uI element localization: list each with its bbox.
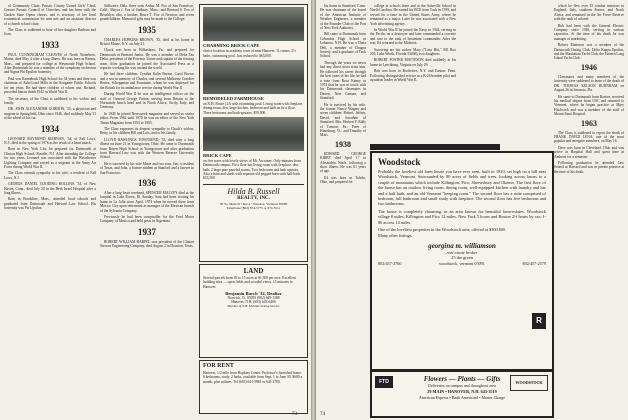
text-block: his home in Stamford, Conn. He was chairman of the board of the American Institute of Weather Engineers, a member of the Founder Club of the Port of New York Authority. (320, 4, 366, 31)
ad-body-3: One of the loveliest properties in the Woodstock area; offered at $300,000. (378, 227, 507, 233)
house-photo (203, 7, 304, 41)
ad-text: Hanover, 1/2 mile from Hopkins Center. Professor's furnished home, 6 bedrooms, study, 2 baths, available from Sept. 1 to June 30. $600 a month, plus utilities. Tel (603) 643-5983 or 643-2700. (203, 371, 302, 384)
shop-logo: WOODSTOCK (510, 375, 548, 391)
text-block: college at schools there and at the Asheville School in North Carolina. He earned his BCE from Tuck in 1939, and served for a time in the United States Army, where he remained as a major. Later he was associated with a New York advertising agency. (370, 4, 456, 26)
text-block: In World War II he joined the Navy in 1942, serving in the Pacific on a destroyer and later commanded a corvette and rose to the rank of lieutenant commander. After the war, Ed returned to the Midwest. (370, 28, 456, 46)
text-block: Surviving are his widow Mary ("Lino Hitt," Fill Box 205, Lake Worth, Florida 33460); two daughters. (370, 47, 456, 57)
class-year-heading: 1933 (41, 39, 59, 50)
ad-cards: American Express • Bank Americard • Master Charge (418, 395, 506, 400)
agent-town: woodstock, vermont 05091 (439, 260, 485, 266)
ad-address: 29 MAIN • HANOVER, N.H. 643-3519 (427, 389, 497, 394)
obituary-column-2 (100, 4, 194, 418)
for-rent-ad (199, 360, 308, 414)
text-block: In 1949 he joined Newsweek magazine and served as senior editor. From 1962 until 1970 he was an editor of the New York Times Magazine from 1955 to 1965. (100, 111, 194, 125)
text-block: Previously he had been comptroller for the Ford Motor Company of Mexico and held posts in Argentina. (100, 215, 194, 224)
class-year-heading: 1938 (335, 139, 351, 149)
text-block: CHARLES HOPKINS BROWN, '35, died at his home in Bristol Maine, N.Y. on July 21. (100, 37, 194, 47)
realtor-subtitle: REALTY, INC. (237, 195, 270, 201)
text-block: Robert Matteson was a member of the Dartmouth Outing Club, Delta Kappa Epsilon, and the Manhattan Yacht Club, the Eastern Long Island Yacht Club. (554, 43, 624, 61)
florist-ad (370, 370, 554, 418)
text-block: ROBERT WILLIAM HARPEL was president of the Clinton Stewart Engineering Company, died August 2 in Houston, Texas. (100, 239, 194, 249)
broker-name: Benjamin Burch '32, Realtor (225, 290, 282, 296)
left-page (0, 0, 311, 420)
text-block: After a long heart weekend, SPENCER MALVEY died at the hospital in Lake Forest, Ill. Sunday. Sara had been visiting his home in La Jolla since April, 1974 when he moved there from Mexico City upon retirement as manager of the Mexican branch of the Sylvania Company. (100, 191, 194, 213)
text-block: Bill came to Dartmouth from Columbia High School in Lebanon, N.H. He was a Theta Delt, a member of Dragon Society, and a graduate of Tuck School. (320, 32, 366, 59)
realtor-logo-icon: R (532, 313, 546, 329)
realtor-signature-block (203, 184, 304, 210)
agent-contact-row (378, 261, 546, 266)
class-year-heading: 1934 (41, 123, 59, 134)
text-block: He came to Dartmouth from Boston, received his medical degree from USC and returned to Vermont, where he began practice at Mary Hitchcock and was a member of the staff of Mount Sinai Hospital. (554, 94, 624, 117)
ad-subtitle: Deliveries on campus and throughout area (428, 383, 496, 388)
real-estate-ad-russell (199, 4, 308, 262)
ad-heading: FOR RENT (203, 363, 234, 369)
page-number: 73 (292, 412, 297, 417)
ad-text: on N.H. Route 12A with swimming pool. Living room with fireplace, dining room, den, large kitchen, bedroom and bath on first floor. Three bedrooms and bath upstairs. $59,000. (203, 102, 304, 115)
ad-title: Woodstock (378, 157, 421, 167)
agent-address: 25 the green (451, 254, 473, 260)
text-block: Paul was Kenneback High School for 34 years and then was chairman of Aubt-Lond Mills in the Songanie Public Schools for ten years. He had three children of whom one, Richard, preceded him in death 1942 in World War II. (4, 76, 96, 95)
realtor-address: 58 So. Main St • Rte 4 • Windsor, Vermont 05089 (219, 201, 288, 206)
agent-name: georgina m. williamson (428, 241, 496, 250)
text-block: Born in Brookline, Mass., attended local schools and graduated from Dartmouth and Harvard Law School. His fraternity was Psi Upsilon. (4, 197, 96, 211)
broker-address: Norwich, Vt. 05055 (802) 649-1388 (227, 295, 280, 300)
text-block: DR. JOHN ALEXANDER GORDON, '33, a physician and surgeon in Springfield, Ohio since 1946, died suddenly May 31 at the wheel of his car. (4, 107, 96, 121)
text-block: PAUL CUNNINGHAM CLEAVES of North Waterboro, Maine, died May 4 after a long illness. He was born in Reams, Mass., and prepared for college at Weymouth High School. After Dartmouth he was a member of the symphony orchestras and Sigma Phi Epsilon fraternity. (4, 52, 96, 75)
obituary-column-4 (370, 4, 456, 142)
broker-subtitle: Member of N.H. Multiple Listing Service (227, 303, 280, 308)
ad-heading: CHARMING BRICK CAPE (203, 43, 260, 48)
realtor-logo-signature: Hilda B. Russell (227, 186, 280, 196)
text-block: LEONARD RAYMOND KIERNAN, '34, of Fall Lows, N.J., died in the spring of 1976 as the result of a heart attack. (4, 136, 96, 145)
ad-heading: BRICK CAPE (203, 152, 232, 158)
agent-phone: 802/457-2760 (378, 260, 402, 266)
text-block: The Class is saddened to hear of her daughter Barbara and Joan. (4, 28, 96, 37)
ad-heading: LAND (243, 267, 264, 275)
ftd-badge-icon: FTD (375, 376, 393, 388)
broker-address-2: Hanover, N.H. (603) 643-6406 (231, 299, 276, 304)
text-block: GEORGE DANIEL GOODING ROLLINS, '34, of New Haven, Conn., died July 20 in the Beth Israel Hospital after a long illness. (4, 182, 96, 195)
text-block: Classmates and many members of the fraternity were saddened to learn of the death of DR. THOMAS KELSON BURNHAM on August 26 in Sarasota, Fla. (554, 74, 624, 93)
obituary-column-1 (4, 4, 96, 418)
obituary-column-3 (320, 4, 366, 418)
text-block: EDWARD GEORGE KIRBY died April 17 in Alesandria, Wash., following a short illness. He was 61 years of age. (320, 151, 366, 174)
realtor-phone: Telephone (802) 674-5775 or 674-5511 (226, 205, 281, 210)
text-block: Stillwater, Okla. three sons Arthur M. Fox of San Francisco, Calif.; Mayor J. Fox of Sudbury, Mass.; and Bernard S. Fox of Brooklyn; also, a brother, Bruce T. Fox of Newton; and seven grandchildren. Memorial gifts may be made to the College. (100, 4, 194, 22)
woodstock-real-estate-ad (370, 151, 554, 371)
ad-title: Flowers — Plants — Gifts (423, 375, 501, 383)
ad-more-listings: Many other listings. (378, 233, 413, 239)
text-block: The Class expresses its deepest sympathy to Chuck's widow, Betty, to his children Bill and Lois, and to his family. (100, 126, 194, 136)
text-block: He is survived by his wife, the former Nancy Wagner and seven children: Robert, Jeffrey, David, and Jonathan of Stamford; Mrs. Herbert F. Eddy of Trenton, Pa.; Peter of Hinesburg, Vt.; and Timothy of Mass. (320, 102, 366, 138)
text-block: During World War II he was an intelligence officer on the staff of General George Patton, serving from Britain to the Normandy beach head and in North Africa, Sicily, Italy, and Germany. (100, 92, 194, 110)
text-block: LLOYD RAWLINGS TOWNSEND, '35, died after a long illness on June 21 in Youngstown, Ohio. He came to Dartmouth from Rayen High School in Youngstown and after graduation from Harvard Law was with the Western Reserve University School. (100, 137, 194, 160)
text-block: He is survived by his wife Marie and two sons, Jim, a resident of Texas, and John, a former student at Stanford and a lawyer in San Francisco. (100, 161, 194, 175)
text-block: The Class is saddened to report the death of FRANK DAVID LENA, one of the most popular and energetic members, on May 16. (554, 130, 624, 144)
text-block: He had three children, Cynthia Kalin Brown, Carol Brown and a son in memory of Charles, and several Mallorine Goodfer Bertea, Schoppman and Fountaine, whom he was deployed for the British for its ambulance service during World War II. (100, 72, 194, 90)
ad-text: on five acres with lovely views of Mt. Ascutney. Only minutes from Dartmouth campus. First floor has living room with fireplace, den, bath, 2 large pine paneled rooms. Two bedrooms and bath upstairs. Also a barn and sheds with separate old pegged barn with half-bath. $53,500. (203, 159, 301, 181)
text-block: Chuck was born in Wilkesboro, Pa., and prepared for Dartmouth at Bernard Junior. He was a member of Delta Tau Delta, president of the Forensic Union and captain of the fencing team. After graduation he joined the Associated Press as a reporter working his way around the world. (100, 48, 194, 71)
ad-body-2: The house is completely charming, in an area known for beautiful farm-estates. Woodstock village 8 miles, Killington and Pico 12 miles. New York 5 hours and Boston 2½ hours by car; 1-80 access 14 miles. (378, 208, 546, 225)
text-block: The secretary of the Class is saddened to his widow and family. (4, 96, 96, 105)
class-year-heading: 1935 (138, 24, 156, 35)
text-block: The Class extends sympathy to his wife, a resident of Fall Lows, N.J. (4, 171, 96, 180)
ad-header-bar (370, 144, 500, 150)
ad-heading: REMODELED FARMHOUSE (203, 95, 264, 101)
page-number: 74 (320, 412, 325, 417)
text-block: of Community Choir, Passaic County United Girls' Chod, Greater Passaic Council of Churches, and has been with the Garden State Opera chorus, and is secretary of her local ecumenical commission for area arts and an assistant director of a church school choir. (4, 4, 96, 26)
text-block: Dave was born in Cleveland, Ohio and was active in Hospital Hall and spent time at Amherst for a semester. (554, 145, 624, 159)
agent-phone-2: 802/457-2579 (522, 260, 546, 266)
real-estate-ad-burch (199, 264, 308, 358)
class-year-heading: 1963 (581, 118, 597, 128)
class-year-heading: 1936 (138, 178, 156, 188)
class-year-heading: 1946 (581, 62, 597, 72)
ad-body: Probably the loveliest old farm house you have ever seen, built in 1810, set high on a hill near Woodstock, Vermont. Surrounded by 80 acres of fields and trees, looking across lawns to a couple of mountains which include Killington, Pico, Shrewsbury and Okemo. The first floor of the house has an outdoor living room, dining room, well-equipped kitchen with laundry and bar and a half bath, and an old Vermont "keeping room." The second floor has a suite comprised of bedroom, full bathroom and small study with fireplace. The second floor has five bedrooms and two bathrooms. (378, 169, 546, 207)
text-block: Through the years we never had any direct news from him. He followed his career through the best years of his life; he had a note from Rosa Kenny in 1974 that he was in touch with his Dartmouth classmates in Darien, New Canaan, and Stamford. (320, 60, 366, 101)
obituary-column-5 (554, 4, 624, 418)
text-block: which he flew over 35 combat missions in England, Italy, southern France, and North Africa, and remained in the Air Force Reserve with the rank of colonel. (554, 4, 624, 22)
ad-text: choice location in academy town of near Hanover. 11 rooms, 2½ baths, swimming pool. Just reduced to $65,000. (203, 49, 296, 58)
broker-block (200, 291, 307, 308)
class-year-heading: 1937 (138, 226, 156, 237)
house-photo (203, 60, 304, 94)
text-block: Bob was born in Rochester, N.Y. and Easton, Penn. Following distinguished service as a B-26 bomber pilot and squadron leader in World War II. (370, 69, 456, 83)
text-block: Born in New York City, he prepared for Dartmouth at Clinton High School, Roselle, N.J. After attending the College for two years, Leonard was associated with the Westchester Lighting Company and served as a sergeant in the Army Air Force during World War II. (4, 147, 96, 169)
text-block: ROBERT FOSTER MATTESON died suddenly at his home in Lynchburg, Virginia on July 29. (370, 58, 456, 67)
text-block: Bob had been with the General Electric Company since 1946, serving in various capacities. At the time of his death he was manager of marketing. (554, 23, 624, 41)
house-photo (203, 117, 304, 151)
ad-text: Several parcels from 10 to 15 acres at $1,500 per acre. Excellent building sites — open fields and wooded views. 15 minutes to Hanover. (203, 276, 296, 289)
text-block: Following graduation he attended Law School at Harvard and was in private practice at the time of his death. (554, 160, 624, 174)
text-block: Ed was born in Toledo, Ohio, and prepared for (320, 175, 366, 185)
agent-subtitle: real estate broker (446, 249, 478, 255)
